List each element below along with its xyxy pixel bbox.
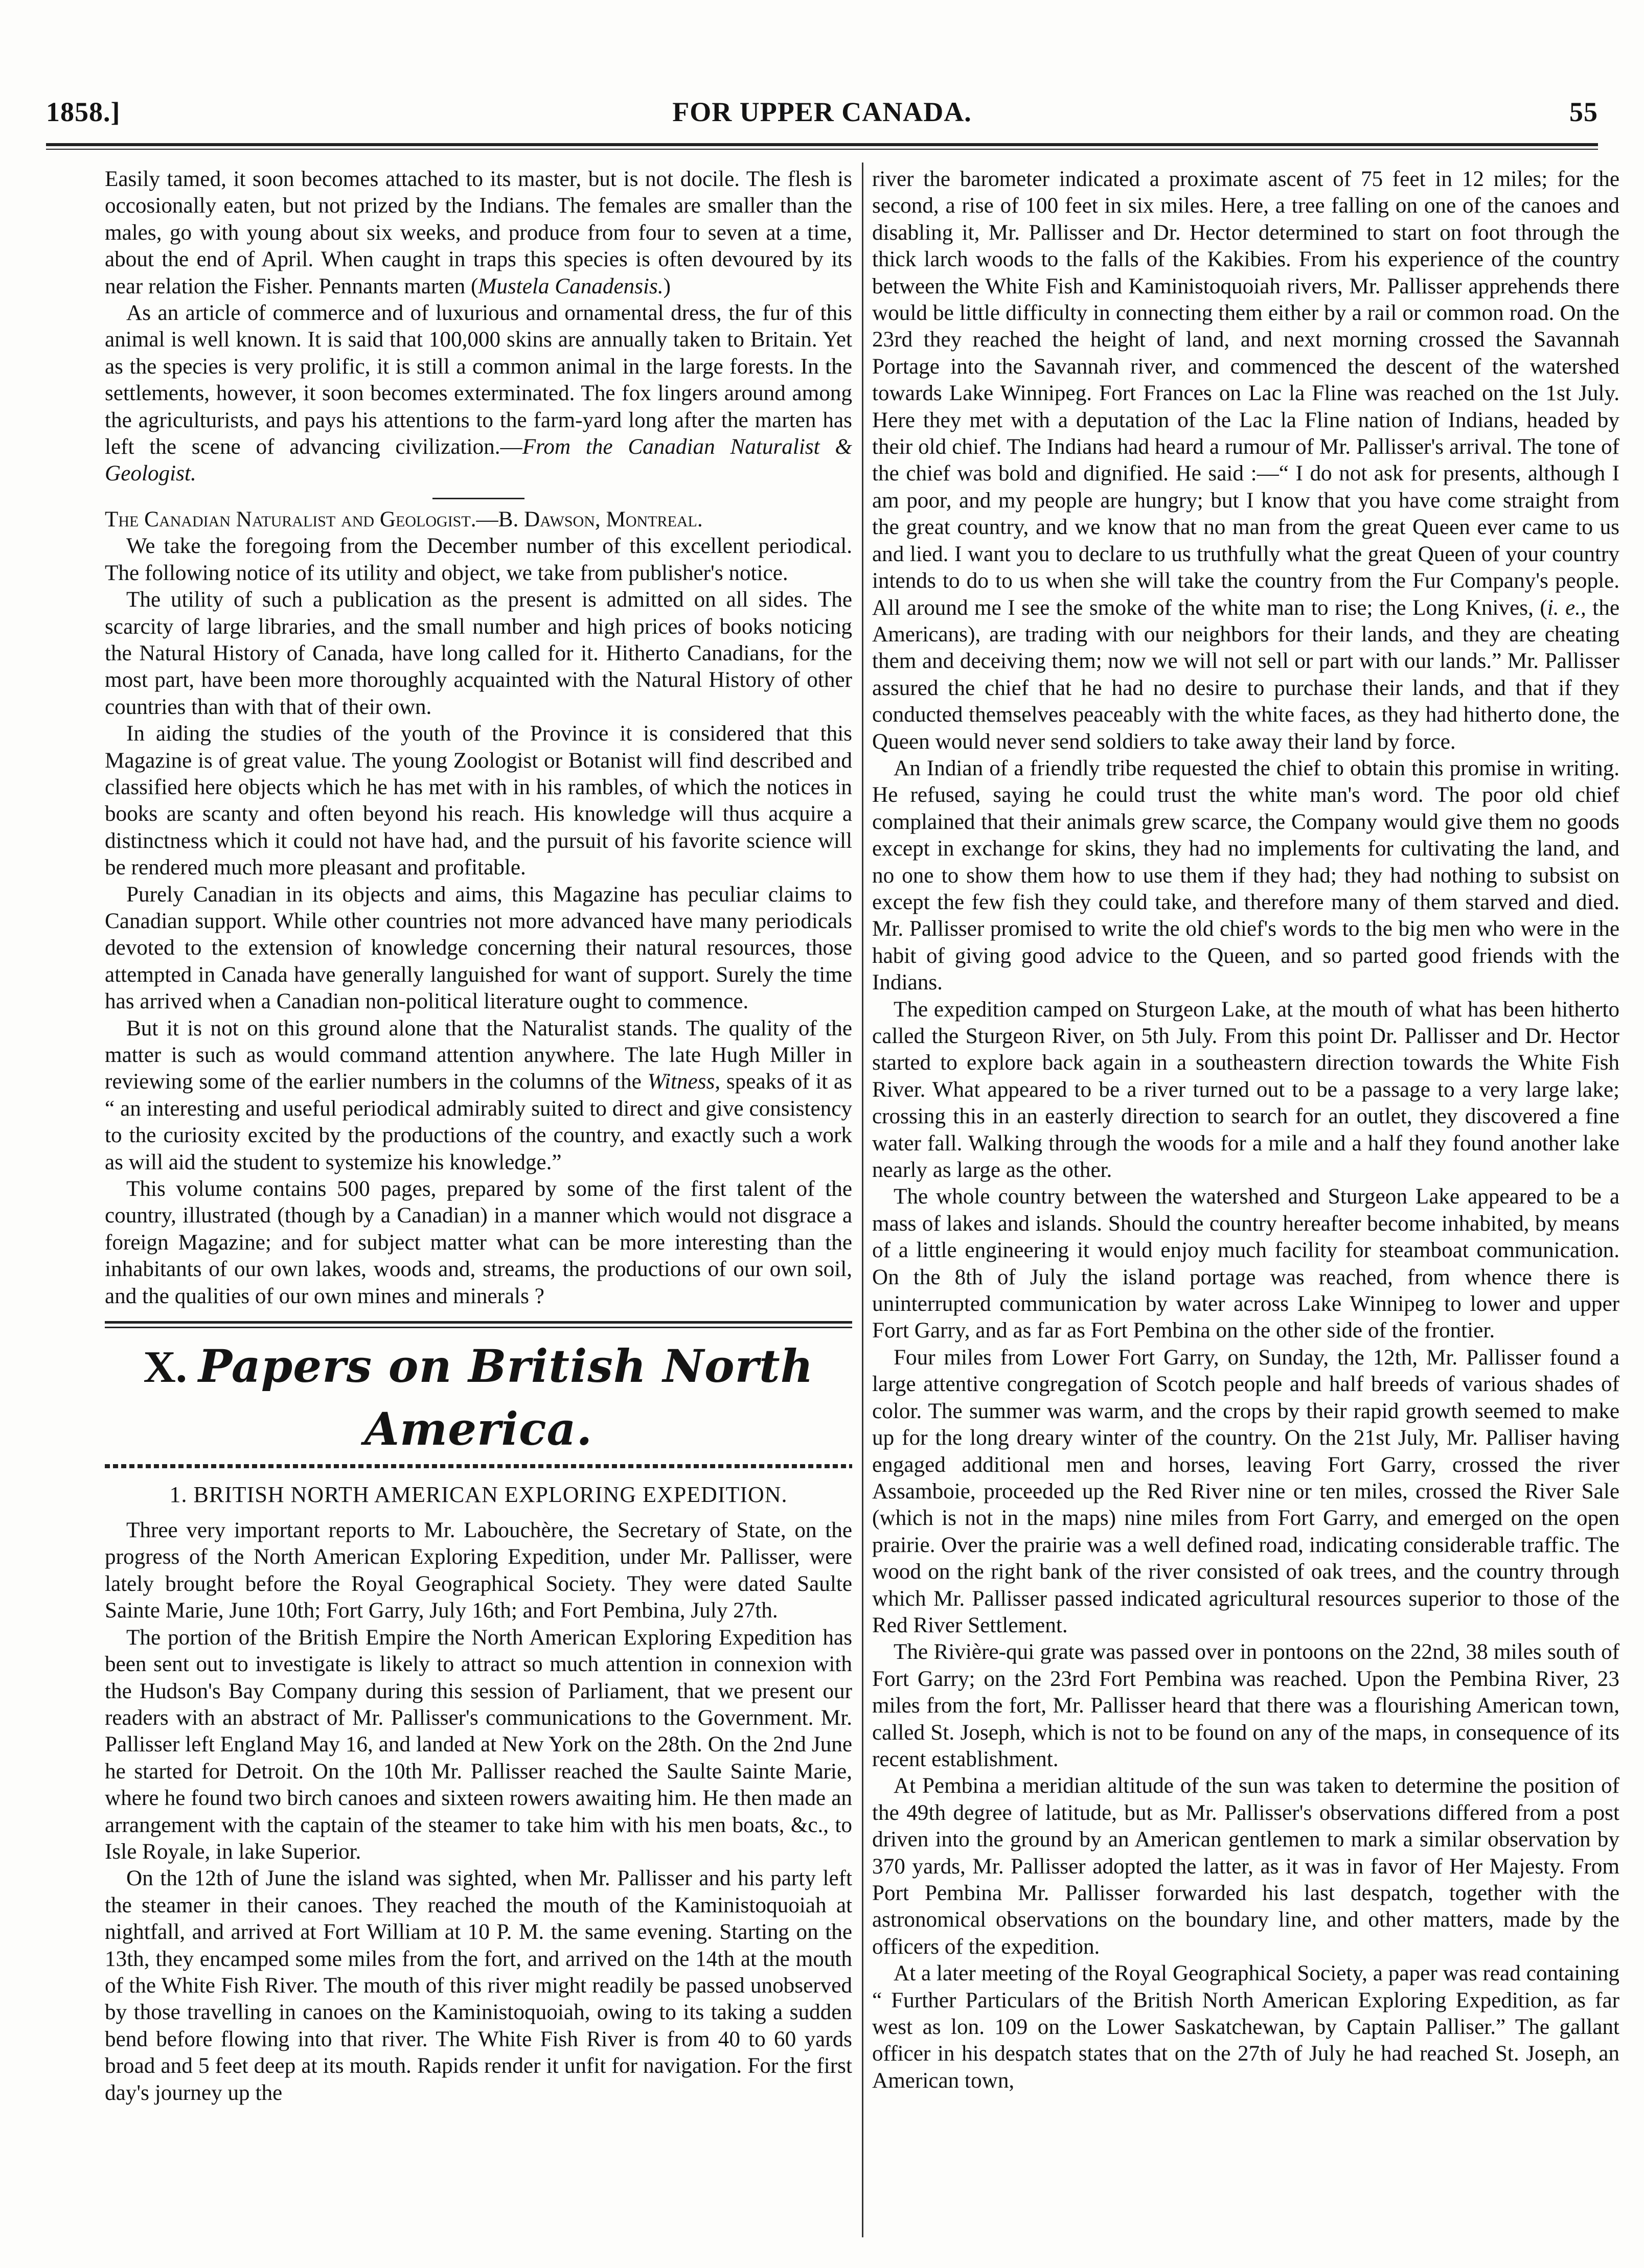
paragraph: Easily tamed, it soon becomes attached to its master, but is not docile. The flesh is occosionally eaten, but not prized by the Indians. The females are smaller than the males, go with young about six weeks, and produce from four to seven at a time, about the end of April. When caught in traps this species is often devoured by its near relation the Fisher. Pennants marten (Mustela Canadensis.) [105,167,852,298]
paragraph: The utility of such a publication as the present is admitted on all sides. The scarcity of large libraries, and the small number and high prices of books noticing the Natural History of Canada, have long called for it. Hitherto Canadians, for the most part, have been more thoroughly acquainted with the Natural History of other countries than with that of their own. [105,588,852,719]
section-rule [105,1321,852,1328]
paragraph: In aiding the studies of the youth of the Province it is considered that this Magazine is of great value. The young Zoologist or Botanist will find described and classified here objects which he has met with in his rambles, of which the notices in books are scanty and often beyond his reach. His knowledge will thus acquire a distinctness which it could not have had, and the pursuit of his favorite science will be rendered much more pleasant and profitable. [105,722,852,880]
paragraph: The portion of the British Empire the North American Exploring Expedition has been sent out to investigate is likely to attract so much attention in connexion with the Hudson's Bay Company during this session of Parliament, that we present our readers with an abstract of Mr. Pallisser's communications to the Government. Mr. Pallisser left England May 16, and landed at New York on the 28th. On the 2nd June he started for Detroit. On the 10th Mr. Pallisser reached the Saulte Sainte Marie, where he found two birch canoes and sixteen rowers awaiting him. He then made an arrangement with the captain of the steamer to take him with his men boats, &c., to Isle Royale, in lake Superior. [105,1625,852,1864]
paragraph: Four miles from Lower Fort Garry, on Sunday, the 12th, Mr. Pallisser found a large attentive congregation of Scotch people and half breeds of various shades of color. The summer was warm, and the crops by their rapid growth seemed to make up for the long dreary winter of the country. On the 21st July, Mr. Palliser having engaged additional men and horses, leaving Fort Garry, crossed the river Assamboie, proceeded up the Red River nine or ten miles, crossed the River Sale (which is not in the maps) nine miles from Fort Garry, and emerged on the open prairie. Over the prairie was a well defined road, indicating considerable traffic. The wood on the right bank of the river consisted of oak trees, and the country through which Mr. Pallisser passed indicated agricultural resources superior to those of the Red River Settlement. [872,1345,1619,1637]
paragraph: The expedition camped on Sturgeon Lake, at the mouth of what has been hitherto called the Sturgeon River, on 5th July. From this point Dr. Pallisser and Dr. Hector started to explore back again in a southeastern direction towards the White Fish River. What appeared to be a river turned out to be a passage to a very large lake; crossing this in an easterly direction to search for an outlet, they discovered a fine water fall. Walking through the woods for a mile and a half they found another lake nearly as large as the other. [872,997,1619,1183]
header-year: 1858.] [46,97,121,127]
paragraph: As an article of commerce and of luxurious and ornamental dress, the fur of this animal is well known. It is said that 100,000 skins are annually taken to Britain. Yet as the species is very prolific, it is still a common animal in the large forests. In the settlements, however, it soon becomes exterminated. The fox lingers around among the agriculturists, and pays his attentions to the farm-yard long after the marten has left the scene of advancing civilization.—From the Canadian Naturalist & Geologist. [105,301,852,486]
left-column [105,166,852,2231]
right-column [872,166,1619,2231]
paragraph: The Rivière-qui grate was passed over in pontoons on the 22nd, 38 miles south of Fort Garry; on the 23rd Fort Pembina was reached. Upon the Pembina River, 23 miles from the fort, Mr. Pallisser heard that there was a flourishing American town, called St. Joseph, which is not to be found on any of the maps, in consequence of its recent establishment. [872,1640,1619,1771]
paragraph: This volume contains 500 pages, prepared by some of the first talent of the country, illustrated (though by a Canadian) in a manner which would not disgrace a foreign Magazine; and for subject matter what can be more interesting than the inhabitants of our own lakes, woods and, streams, the productions of our own soil, and the qualities of our own mines and minerals ? [105,1177,852,1308]
paragraph: Purely Canadian in its objects and aims, this Magazine has peculiar claims to Canadian support. While other countries not more advanced have many periodicals devoted to the extension of knowledge concerning their natural resources, those attempted in Canada have generally languished for want of support. Surely the time has arrived when a Canadian non-political literature ought to commence. [105,882,852,1014]
header-rule [46,143,1598,150]
short-rule [432,498,524,499]
paragraph: The whole country between the watershed and Sturgeon Lake appeared to be a mass of lakes and islands. Should the country hereafter become inhabited, by means of a little engineering it would enjoy much facility for steamboat communication. On the 8th of July the island portage was reached, from whence there is uninterrupted communication by water across Lake Winnipeg to lower and upper Fort Garry, and as far as Fort Pembina on the other side of the frontier. [872,1185,1619,1343]
paragraph: On the 12th of June the island was sighted, when Mr. Pallisser and his party left the steamer in their canoes. They reached the mouth of the Kaministoquoiah at nightfall, and arrived at Fort William at 10 P. M. the same evening. Starting on the 13th, they encamped some miles from the fort, and arrived on the 14th at the mouth of the White Fish River. The mouth of this river might readily be passed unobserved by those travelling in canoes on the Kaministoquoiah, owing to its taking a sudden bend before flowing into that river. The White Fish River is from 40 to 60 yards broad and 5 feet deep at its mouth. Rapids render it unfit for navigation. For the first day's journey up the [105,1866,852,2105]
magazine-heading: The Canadian Naturalist and Geologist.—B. Dawson, Montreal. [105,507,703,531]
paragraph: At a later meeting of the Royal Geographical Society, a paper was read containing “ Further Particulars of the British North American Exploring Expedition, as far west as lon. 109 on the Lower Saskatchewan, by Captain Palliser.” The gallant officer in his despatch states that on the 27th of July he had reached St. Joseph, an American town, [872,1961,1619,2093]
paragraph: river the barometer indicated a proximate ascent of 75 feet in 12 miles; for the second, a rise of 100 feet in six miles. Here, a tree falling on one of the canoes and disabling it, Mr. Pallisser and Dr. Hector determined to start on foot through the thick larch woods to the falls of the Kakibies. From his experience of the country between the White Fish and Kaministoquoiah rivers, Mr. Pallisser apprehends there would be little difficulty in connecting them either by a rail or common road. On the 23rd they reached the height of land, and next morning crossed the Savannah Portage into the Savannah river, and commenced the descent of the watershed towards Lake Winnipeg. Fort Frances on Lac la Fline was reached on the 1st July. Here they met with a deputation of the Lac la Fline nation of Indians, headed by their old chief. The Indians had heard a rumour of Mr. Pallisser's arrival. The tone of the chief was bold and dignified. He said :—“ I do not ask for presents, although I am poor, and my people are hungry; but I know that you have come straight from the great country, and we know that no man from the great Queen ever came to us and lied. I want you to declare to us truthfully what the great Queen of your country intends to do to us when she will take the country from the Fur Company's people. All around me I see the smoke of the white man to rise; the Long Knives, (i. e., the Americans), are trading with our neighbors for their lands, and they are cheating them and deceiving them; now we will not sell or part with our lands.” Mr. Pallisser assured the chief that he had no desire to purchase their lands, and that if they conducted themselves peaceably with the white faces, as they had hitherto done, the Queen would never send soldiers to take away their land by force. [872,167,1619,754]
page-number: 55 [1569,97,1598,127]
section-heading: Papers on British North America. [198,1339,814,1456]
column-divider [862,163,863,2237]
ornamental-rule [105,1464,852,1468]
header-title: FOR UPPER CANADA. [672,97,972,127]
page-header [46,86,1598,132]
article-title: 1. BRITISH NORTH AMERICAN EXPLORING EXPEDITION. [169,1482,788,1508]
paragraph: At Pembina a meridian altitude of the sun was taken to determine the position of the 49th degree of latitude, but as Mr. Pallisser's observations differed from a post driven into the ground by an American gentlemen to mark a similar observation by 370 yards, Mr. Pallisser adopted the latter, as it was in favor of Her Majesty. From Port Pembina Mr. Pallisser forwarded his last despatch, together with the astronomical observations on the boundary line, and other matters, made by the officers of the expedition. [872,1774,1619,1959]
paragraph: Three very important reports to Mr. Labouchère, the Secretary of State, on the progress of the North American Exploring Expedition, under Mr. Pallisser, were lately brought before the Royal Geographical Society. They were dated Saulte Sainte Marie, June 10th; Fort Garry, July 16th; and Fort Pembina, July 27th. [105,1518,852,1623]
paragraph: But it is not on this ground alone that the Naturalist stands. The quality of the matter is such as would command attention anywhere. The late Hugh Miller in reviewing some of the earlier numbers in the columns of the Witness, speaks of it as “ an interesting and useful periodical admirably suited to direct and give consistency to the curiosity excited by the productions of the country, and exactly such a work as will aid the student to systemize his knowledge.” [105,1016,852,1174]
paragraph: An Indian of a friendly tribe requested the chief to obtain this promise in writing. He refused, saying he could trust the white man's word. The poor old chief complained that their animals grew scarce, the Company would give them no goods except in exchange for skins, they had no implements for cultivating the land, and no one to show them how to use them if they had; they had nothing to subsist on except the few fish they could take, and therefore many of them starved and died. Mr. Pallisser promised to write the old chief's words to the big men who were in the habit of giving good advice to the Queen, and so parted good friends with the Indians. [872,756,1619,995]
paragraph: We take the foregoing from the December number of this excellent periodical. The following notice of its utility and object, we take from publisher's notice. [105,534,852,585]
section-number: X. [143,1343,187,1393]
section-title [105,1335,852,1461]
